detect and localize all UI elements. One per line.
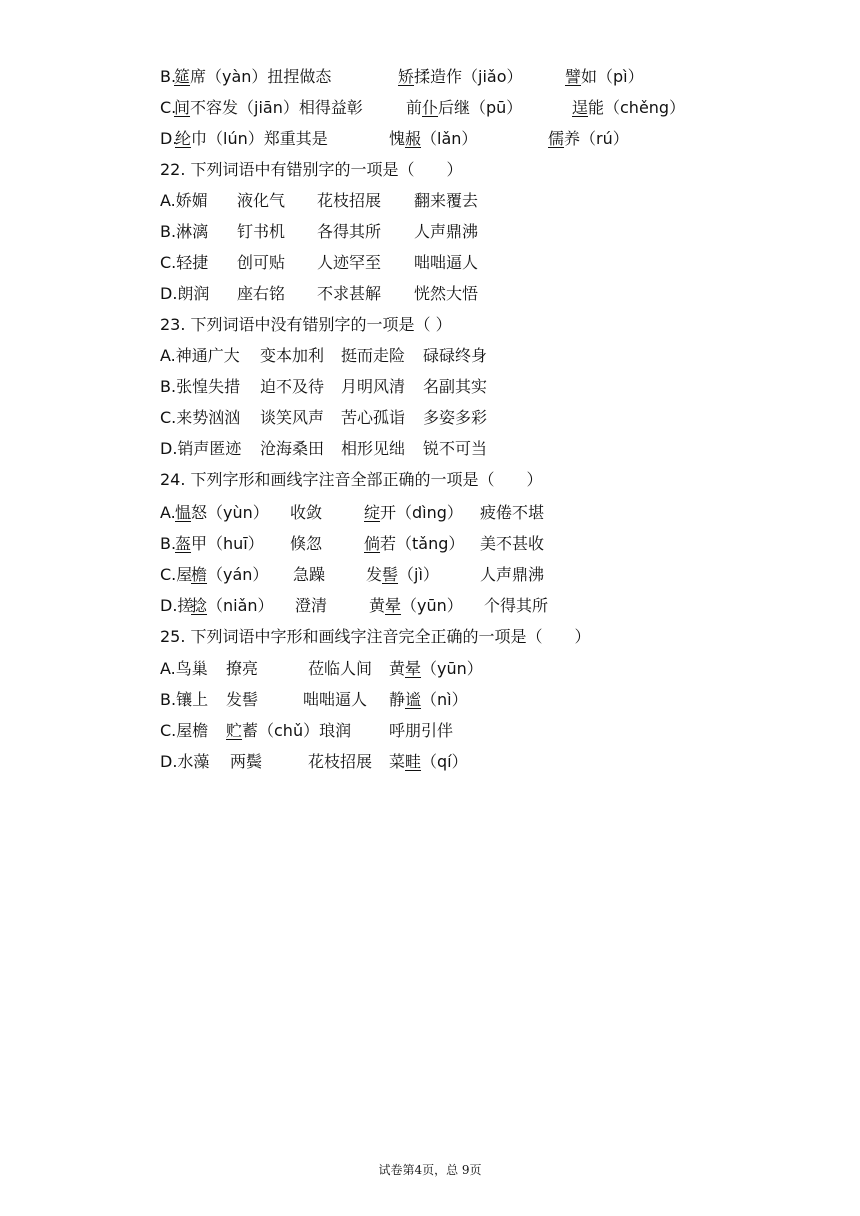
word-text: 沧海桑田 <box>260 439 325 458</box>
underlined-char: 捻 <box>191 596 208 615</box>
underlined-char: 倘 <box>364 534 381 553</box>
word-text: D.朗润 <box>160 284 210 303</box>
word-text: B.淋漓 <box>160 222 209 241</box>
underlined-char: 儒 <box>548 129 565 148</box>
word-text: C.轻捷 <box>160 253 209 272</box>
word-text: 若（tǎng） <box>380 534 465 553</box>
option-letter: B. <box>160 534 177 553</box>
word-text: 多姿多彩 <box>423 408 488 427</box>
word-text: 呼朋引伴 <box>389 721 454 740</box>
word-text: 倏忽 <box>290 534 323 553</box>
word-text: 开（dìng） <box>380 503 463 522</box>
word-text: 黄 <box>389 659 406 678</box>
word-text: 变本加利 <box>260 346 325 365</box>
word-text: 迫不及待 <box>260 377 325 396</box>
word-text: 创可贴 <box>237 253 286 272</box>
word-text: （jì） <box>398 565 439 584</box>
word-text: 两鬓 <box>230 752 263 771</box>
word-text: A.鸟巢 <box>160 659 208 678</box>
word-text: 发 <box>366 565 383 584</box>
word-text: 甲（huī） <box>191 534 264 553</box>
word-text: 各得其所 <box>317 222 382 241</box>
underlined-char: 筵 <box>174 67 191 86</box>
word-text: 个得其所 <box>484 596 549 615</box>
word-text: 急躁 <box>293 565 326 584</box>
word-text: 花枝招展 <box>308 752 373 771</box>
word-text: 黄 <box>369 596 386 615</box>
word-text: 蓄（chǔ）琅润 <box>242 721 352 740</box>
underlined-char: 绽 <box>364 503 381 522</box>
word-text: 咄咄逼人 <box>303 690 368 709</box>
page-footer: 试卷第4页，总 9页 <box>378 1163 482 1177</box>
word-text: A.娇媚 <box>160 191 208 210</box>
underlined-char: 盔 <box>175 534 192 553</box>
word-text: 撩亮 <box>226 659 259 678</box>
word-text: 怒（yùn） <box>191 503 269 522</box>
word-text: 疲倦不堪 <box>480 503 545 522</box>
option-letter: C.屋 <box>160 565 193 584</box>
word-text: 人迹罕至 <box>317 253 382 272</box>
underlined-char: 间 <box>174 98 191 117</box>
word-text: 碌碌终身 <box>423 346 488 365</box>
underlined-char: 譬 <box>565 67 582 86</box>
underlined-char: 逞 <box>572 98 589 117</box>
option-letter: A. <box>160 503 176 522</box>
q23-stem: 23. 下列词语中没有错别字的一项是（ ） <box>160 315 452 334</box>
q24-stem: 24. 下列字形和画线字注音全部正确的一项是（ ） <box>160 470 543 489</box>
option-letter: D.搓 <box>160 596 194 615</box>
word-text: C.屋檐 <box>160 721 209 740</box>
underlined-char: 仆 <box>422 98 439 117</box>
option-letter: C. <box>160 98 177 117</box>
underlined-char: 贮 <box>226 721 243 740</box>
word-text: 挺而走险 <box>341 346 406 365</box>
word-text: 名副其实 <box>423 377 488 396</box>
word-text: 苦心孤诣 <box>341 408 406 427</box>
option-letter: B. <box>160 67 177 86</box>
word-text: （yūn） <box>421 659 483 678</box>
word-text: （yūn） <box>401 596 463 615</box>
word-text: 收敛 <box>290 503 323 522</box>
word-text: 澄清 <box>295 596 328 615</box>
word-text: D.销声匿迹 <box>160 439 242 458</box>
word-text: 人声鼎沸 <box>414 222 479 241</box>
word-text: B.张惶失措 <box>160 377 241 396</box>
word-text: 莅临人间 <box>308 659 373 678</box>
word-text: 美不甚收 <box>480 534 545 553</box>
q22-stem: 22. 下列词语中有错别字的一项是（ ） <box>160 160 463 179</box>
word-text: 愧 <box>389 129 406 148</box>
word-text: A.神通广大 <box>160 346 240 365</box>
word-text: 席（yàn）扭捏做态 <box>190 67 332 86</box>
underlined-char: 谧 <box>405 690 422 709</box>
underlined-char: 髻 <box>382 565 399 584</box>
word-text: C.来势汹汹 <box>160 408 241 427</box>
word-text: （nì） <box>421 690 468 709</box>
word-text: 锐不可当 <box>423 439 488 458</box>
word-text: 巾（lún）郑重其是 <box>191 129 328 148</box>
underlined-char: 矫 <box>398 67 415 86</box>
underlined-char: 赧 <box>405 129 422 148</box>
word-text: （yán） <box>207 565 269 584</box>
word-text: 静 <box>389 690 406 709</box>
word-text: 如（pì） <box>581 67 644 86</box>
underlined-char: 愠 <box>175 503 192 522</box>
word-text: 菜 <box>389 752 406 771</box>
word-text: 座右铭 <box>237 284 286 303</box>
word-text: 人声鼎沸 <box>480 565 545 584</box>
word-text: D.水藻 <box>160 752 210 771</box>
q25-stem: 25. 下列词语中字形和画线字注音完全正确的一项是（ ） <box>160 627 591 646</box>
word-text: （qí） <box>421 752 468 771</box>
word-text: 钉书机 <box>237 222 286 241</box>
word-text: 液化气 <box>237 191 286 210</box>
word-text: 不容发（jiān）相得益彰 <box>190 98 363 117</box>
word-text: 相形见绌 <box>341 439 406 458</box>
underlined-char: 晕 <box>405 659 422 678</box>
word-text: （niǎn） <box>207 596 274 615</box>
word-text: 发髻 <box>226 690 259 709</box>
word-text: 翻来覆去 <box>414 191 479 210</box>
underlined-char: 晕 <box>385 596 402 615</box>
word-text: 花枝招展 <box>317 191 382 210</box>
word-text: 月明风清 <box>341 377 406 396</box>
underlined-char: 畦 <box>405 752 422 771</box>
word-text: 养（rú） <box>564 129 629 148</box>
word-text: B.镶上 <box>160 690 209 709</box>
word-text: 揉造作（jiǎo） <box>414 67 523 86</box>
word-text: 不求甚解 <box>317 284 382 303</box>
word-text: 能（chěng） <box>588 98 686 117</box>
word-text: 咄咄逼人 <box>414 253 479 272</box>
word-text: 后继（pū） <box>438 98 523 117</box>
word-text: 谈笑风声 <box>260 408 325 427</box>
word-text: （lǎn） <box>421 129 478 148</box>
word-text: 恍然大悟 <box>414 284 479 303</box>
underlined-char: 檐 <box>191 565 208 584</box>
option-letter: D. <box>160 129 178 148</box>
underlined-char: 纶 <box>175 129 192 148</box>
word-text: 前 <box>406 98 423 117</box>
